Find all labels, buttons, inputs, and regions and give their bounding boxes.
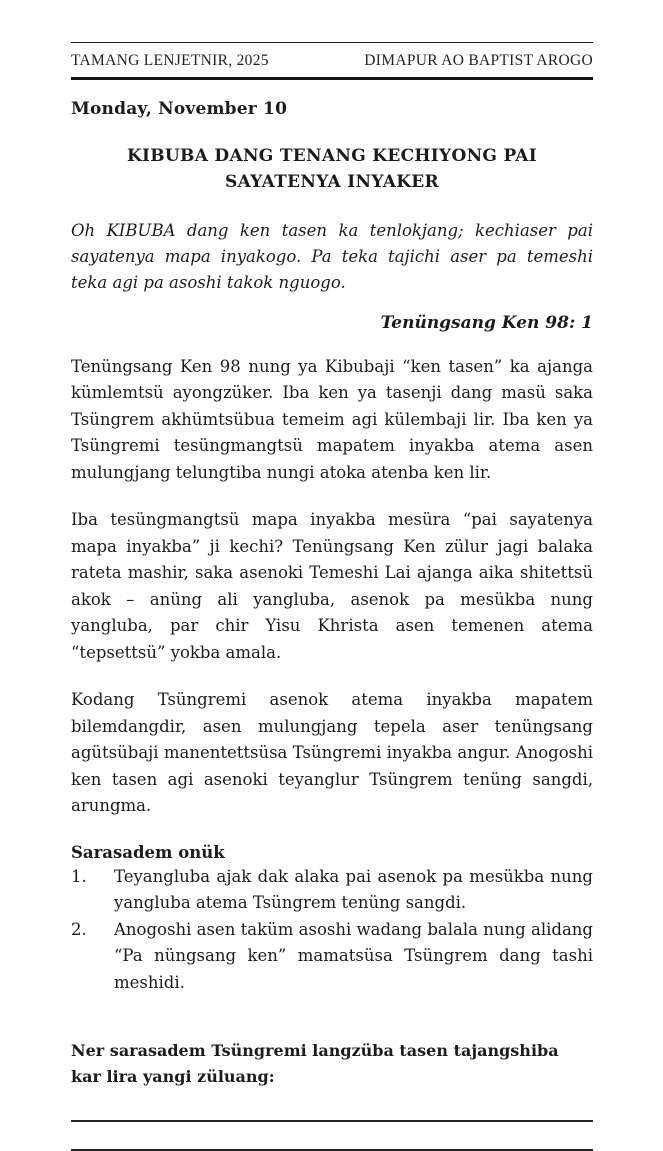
list-item-text: Anogoshi asen taküm asoshi wadang balala nung alidang “Pa nüngsang ken” mamatsüsa Tsüngrem dang tashi meshidi. [114,919,593,992]
list-item [71,917,593,997]
prayer-prompt: Ner sarasadem Tsüngremi langzüba tasen tajangshiba kar lira yangi züluang: [71,1041,559,1086]
journal-title: TAMANG LENJETNIR, 2025 [71,52,269,69]
list-item-number: 2. [71,919,87,939]
list-item [71,864,593,917]
header-divider-rule [71,77,593,80]
organization-name: DIMAPUR AO BAPTIST AROGO [364,52,593,69]
discussion-heading: Sarasadem onük [71,842,225,862]
scripture-reference: Tenüngsang Ken 98: 1 [380,312,593,333]
page-header [71,52,593,70]
list-item-number: 1. [71,866,87,886]
date-heading: Monday, November 10 [71,99,288,119]
body-paragraph-2: Iba tesüngmangtsü mapa inyakba mesüra “pai sayatenya mapa inyakba” ji kechi? Tenüngsang Ken zülur jagi balaka rateta mashir, saka asenoki Temeshi Lai ajanga aika shitettsü akok – anüng ali yangluba, asenok pa mesükba nung yangluba, par chir Yisu Khrista asen temenen atema “tepsettsü” yokba amala. [71,510,593,662]
top-rule [71,42,593,43]
write-in-line-1 [71,1120,593,1122]
devotion-title [71,143,593,195]
scripture-quote: Oh KIBUBA dang ken tasen ka tenlokjang; kechiaser pai sayatenya mapa inyakogo. Pa teka tajichi aser pa temeshi teka agi pa asoshi takok nguogo. [71,221,593,292]
body-paragraph-1: Tenüngsang Ken 98 nung ya Kibubaji “ken tasen” ka ajanga kümlemtsü ayongzüker. Iba ken ya tasenji dang masü saka Tsüngrem akhümtsübua temeim agi külembaji lir. Iba ken ya Tsüngremi tesüngmangtsü mapatem inyakba atema asen mulungjang telungtiba nungi atoka atenba ken lir. [71,356,593,482]
body-paragraph-3: Kodang Tsüngremi asenok atema inyakba mapatem bilemdangdir, asen mulungjang tepela aser tenüngsang agütsübaji manentettsüsa Tsüngremi inyakba angur. Anogoshi ken tasen agi asenoki teyanglur Tsüngrem tenüng sangdi, arungma. [71,690,593,815]
devotion-title-line1: KIBUBA DANG TENANG KECHIYONG PAI [126,146,538,166]
list-item-text: Teyangluba ajak dak alaka pai asenok pa mesükba nung yangluba atema Tsüngrem tenüng sangdi. [114,866,593,912]
devotion-title-line2: SAYATENYA INYAKER [225,172,439,192]
discussion-list [71,864,593,997]
